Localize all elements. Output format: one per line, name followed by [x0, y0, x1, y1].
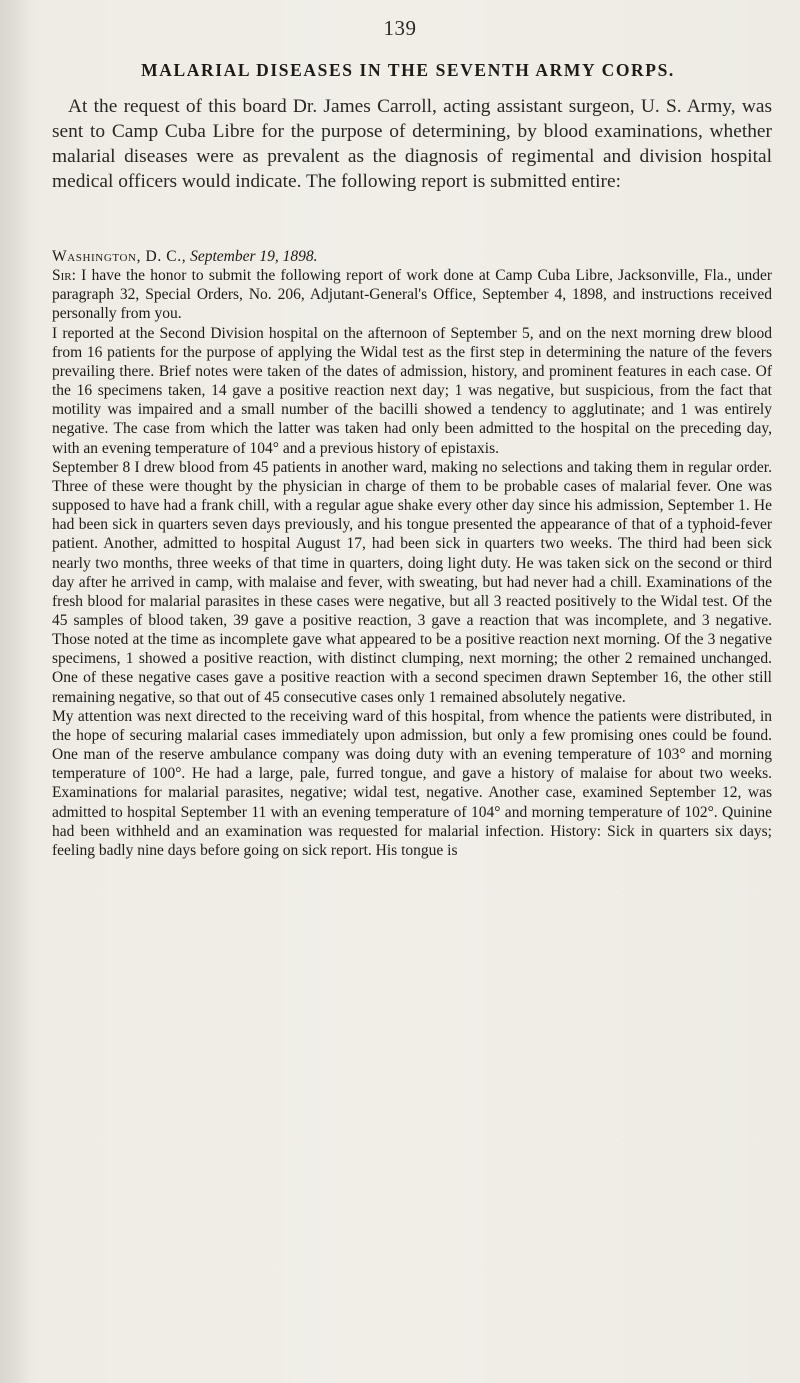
chapter-title: MALARIAL DISEASES IN THE SEVENTH ARMY CORPS. — [141, 60, 675, 80]
report-paragraph-1-text: I have the honor to submit the following report of work done at Camp Cuba Libre, Jacksonville, Fla., under paragraph 32, Special Orders, No. 206, Adjutant-General's Office, September 4, 1898, and instructions received personally from you. — [52, 267, 772, 323]
page-number: 139 — [383, 16, 417, 40]
dateline — [52, 247, 772, 266]
report-paragraph-1 — [52, 266, 772, 323]
dateline-date: September 19, 1898. — [190, 248, 318, 265]
report-letter — [52, 247, 772, 860]
dateline-city: Washington, D. C., — [52, 248, 187, 265]
report-paragraph-3: September 8 I drew blood from 45 patients in another ward, making no selections and taking them in regular order. Three of these were thought by the physician in charge of them to be probable cases of malarial fever. One was supposed to have had a frank chill, with a regular ague shake every other day since his admission, September 1. He had been sick in quarters seven days previously, and his tongue presented the appearance of that of a typhoid-fever patient. Another, admitted to hospital August 17, had been sick in quarters two weeks. The third had been sick nearly two months, three weeks of that time in quarters, doing light duty. He was taken sick on the second or third day after he arrived in camp, with malaise and fever, with sweating, but had never had a chill. Examinations of the fresh blood for malarial parasites in these cases were negative, but all 3 reacted positively to the Widal test. Of the 45 samples of blood taken, 39 gave a positive reaction, 3 gave a reaction that was incomplete, and 3 negative. Those noted at the time as incomplete gave what appeared to be a positive reaction next morning. Of the 3 negative specimens, 1 showed a positive reaction, with distinct clumping, next morning; the other 2 remained unchanged. One of these negative cases gave a positive reaction with a second specimen drawn September 16, the other still remaining negative, so that out of 45 consecutive cases only 1 remained absolutely negative. — [52, 458, 772, 706]
report-paragraph-4: My attention was next directed to the receiving ward of this hospital, from whence the patients were distributed, in the hope of securing malarial cases immediately upon admission, but only a few promising ones could be found. One man of the reserve ambulance company was doing duty with an evening temperature of 103° and morning temperature of 100°. He had a large, pale, furred tongue, and gave a history of malaise for about two weeks. Examinations for malarial parasites, negative; widal test, negative. Another case, examined September 12, was admitted to hospital September 11 with an evening temperature of 104° and morning temperature of 102°. Quinine had been withheld and an examination was requested for malarial infection. History: Sick in quarters six days; feeling badly nine days before going on sick report. His tongue is — [52, 707, 772, 859]
salutation: Sir: — [52, 267, 76, 285]
report-paragraph-2: I reported at the Second Division hospital on the afternoon of September 5, and on the next morning drew blood from 16 patients for the purpose of applying the Widal test as the first step in determining the nature of the fevers prevailing there. Brief notes were taken of the dates of admission, history, and prominent features in each case. Of the 16 specimens taken, 14 gave a positive reaction next day; 1 was negative, but suspicious, from the fact that motility was impaired and a small number of the bacilli showed a tendency to agglutinate; and 1 was entirely negative. The case from which the latter was taken had only been admitted to the hospital on the preceding day, with an evening temperature of 104° and a previous history of epistaxis. — [52, 324, 772, 457]
intro-paragraph: At the request of this board Dr. James Carroll, acting assistant surgeon, U. S. Army, was sent to Camp Cuba Libre for the purpose of determining, by blood examinations, whether malarial diseases were as prevalent as the diagnosis of regimental and division hospital medical officers would indicate. The following report is submitted entire: — [52, 96, 772, 192]
binding-shadow — [0, 0, 30, 1383]
